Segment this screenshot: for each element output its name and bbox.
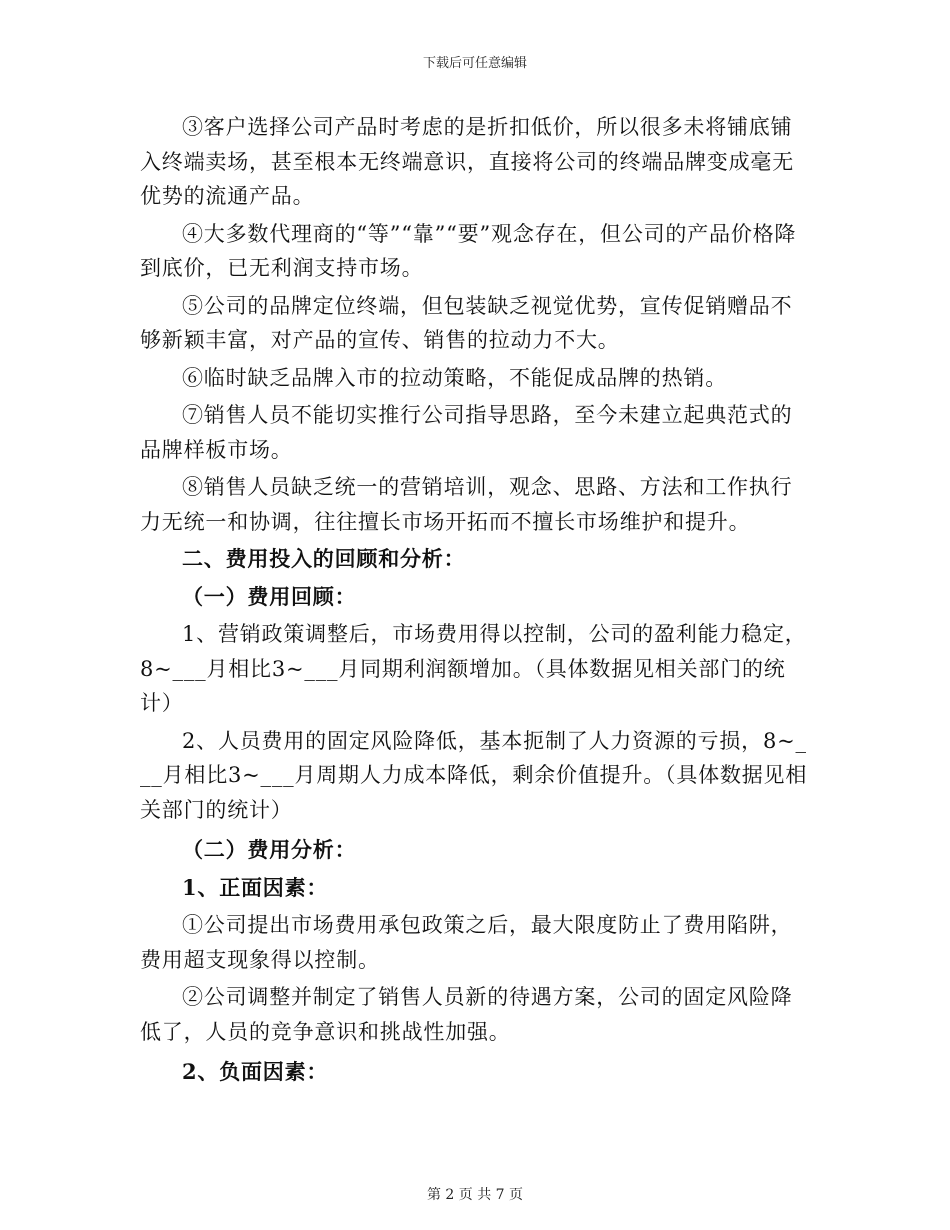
paragraph-cost-review-2: 2、人员费用的固定风险降低，基本扼制了人力资源的亏损，8~___月相比3~___月周期人力成本降低，剩余价值提升。（具体数据见相关部门的统计）	[140, 728, 808, 822]
heading-positive-factors: 1、正面因素：	[182, 874, 329, 900]
paragraph-8: ⑧销售人员缺乏统一的营销培训，观念、思路、方法和工作执行力无统一和协调，往往擅长市场开拓而不擅长市场维护和提升。	[140, 475, 793, 534]
paragraph-7: ⑦销售人员不能切实推行公司指导思路，至今未建立起典范式的品牌样板市场。	[140, 403, 793, 462]
paragraph-5: ⑤公司的品牌定位终端，但包装缺乏视觉优势，宣传促销赠品不够新颖丰富，对产品的宣传、销售的拉动力不大。	[140, 293, 793, 352]
paragraph-6: ⑥临时缺乏品牌入市的拉动策略，不能促成品牌的热销。	[182, 365, 727, 390]
page-footer: 第 2 页 共 7 页	[426, 1187, 524, 1203]
document-body	[140, 110, 810, 1090]
subsection-heading-cost-analysis: （二）费用分析：	[182, 837, 357, 862]
paragraph-cost-review-1: 1、营销政策调整后，市场费用得以控制，公司的盈利能力稳定，8~___月相比3~___月同期利润额增加。（具体数据见相关部门的统计）	[140, 622, 807, 715]
page-header: 下载后可任意编辑	[422, 56, 527, 71]
subsection-heading-cost-review: （一）费用回顾：	[182, 583, 357, 609]
paragraph-positive-2: ②公司调整并制定了销售人员新的待遇方案，公司的固定风险降低了，人员的竞争意识和挑战性加强。	[140, 985, 793, 1044]
heading-negative-factors: 2、负面因素：	[182, 1059, 329, 1084]
section-heading-2: 二、费用投入的回顾和分析：	[182, 546, 466, 571]
paragraph-positive-1: ①公司提出市场费用承包政策之后，最大限度防止了费用陷阱，费用超支现象得以控制。	[140, 913, 793, 972]
paragraph-3: ③客户选择公司产品时考虑的是折扣低价，所以很多未将铺底铺入终端卖场，甚至根本无终端意识，直接将公司的终端品牌变成毫无优势的流通产品。	[140, 115, 794, 208]
paragraph-4: ④大多数代理商的“等”“靠”“要”观念存在，但公司的产品价格降到底价，已无利润支持市场。	[140, 221, 797, 280]
